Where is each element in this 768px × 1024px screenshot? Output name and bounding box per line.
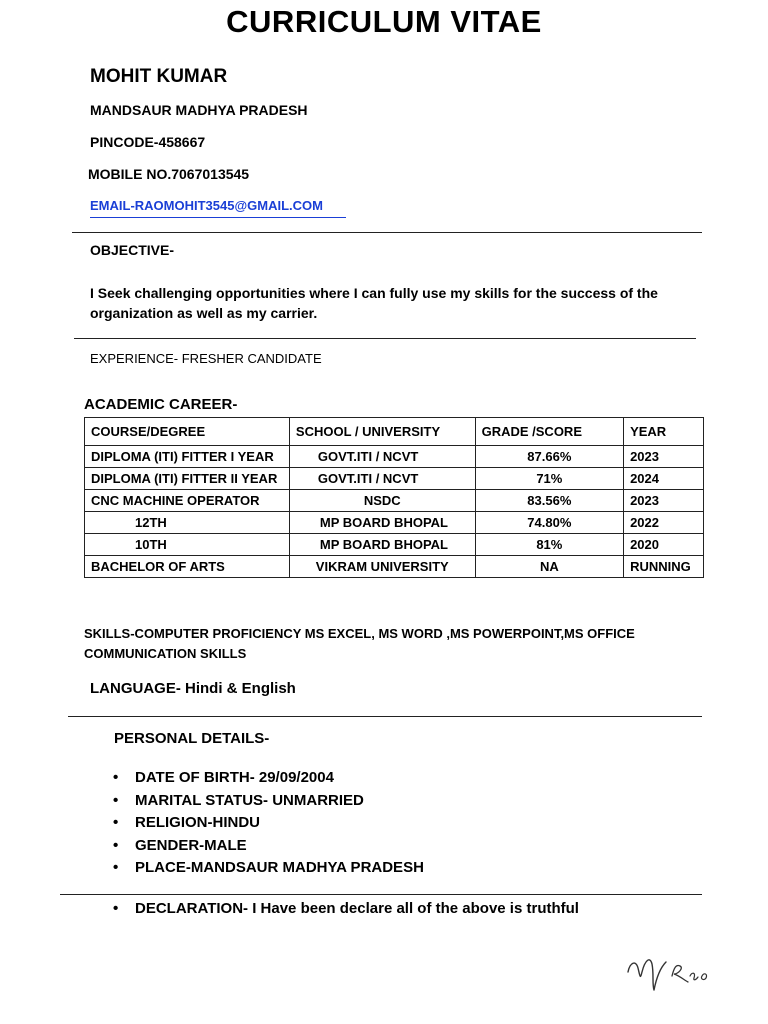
table-cell: DIPLOMA (ITI) FITTER I YEAR bbox=[85, 446, 290, 468]
personal-details-heading: PERSONAL DETAILS- bbox=[114, 730, 270, 747]
skills: SKILLS-COMPUTER PROFICIENCY MS EXCEL, MS WORD ,MS POWERPOINT,MS OFFICE COMMUNICATION SKILLS bbox=[84, 626, 635, 661]
table-cell: MP BOARD BHOPAL bbox=[289, 512, 475, 534]
page-title: CURRICULUM VITAE bbox=[226, 4, 542, 39]
table-cell: 2024 bbox=[624, 468, 704, 490]
table-cell: CNC MACHINE OPERATOR bbox=[85, 490, 290, 512]
table-header-cell: COURSE/DEGREE bbox=[85, 418, 290, 446]
list-item: • DATE OF BIRTH- 29/09/2004 bbox=[113, 769, 334, 786]
table-cell: 71% bbox=[475, 468, 623, 490]
divider bbox=[60, 894, 702, 895]
table-cell: 10TH bbox=[85, 534, 290, 556]
table-cell: GOVT.ITI / NCVT bbox=[289, 446, 475, 468]
email-link[interactable]: EMAIL-RAOMOHIT3545@GMAIL.COM bbox=[90, 198, 323, 213]
divider bbox=[68, 716, 702, 717]
table-cell: MP BOARD BHOPAL bbox=[289, 534, 475, 556]
divider bbox=[74, 338, 696, 339]
bullet-icon: • bbox=[113, 814, 119, 831]
table-cell: 2022 bbox=[624, 512, 704, 534]
email-underline bbox=[90, 217, 346, 218]
language: LANGUAGE- Hindi & English bbox=[90, 680, 296, 697]
table-row bbox=[85, 512, 704, 534]
bullet-icon: • bbox=[113, 791, 119, 809]
table-cell: 83.56% bbox=[475, 490, 623, 512]
declaration-list bbox=[113, 900, 579, 923]
table-row bbox=[85, 468, 704, 490]
academic-table bbox=[84, 417, 704, 578]
list-item: • RELIGION-HINDU bbox=[113, 814, 260, 831]
table-cell: RUNNING bbox=[624, 556, 704, 578]
personal-details-list bbox=[113, 769, 424, 882]
bullet-icon: • bbox=[113, 859, 119, 876]
bullet-icon: • bbox=[113, 769, 119, 786]
table-row bbox=[85, 490, 704, 512]
table-cell: 87.66% bbox=[475, 446, 623, 468]
list-item: • GENDER-MALE bbox=[113, 836, 247, 854]
table-header-cell: GRADE /SCORE bbox=[475, 418, 623, 446]
table-cell: NSDC bbox=[289, 490, 475, 512]
academic-heading: ACADEMIC CAREER- bbox=[84, 396, 238, 413]
list-item: • PLACE-MANDSAUR MADHYA PRADESH bbox=[113, 859, 424, 876]
table-row bbox=[85, 556, 704, 578]
table-cell: BACHELOR OF ARTS bbox=[85, 556, 290, 578]
table-cell: 2023 bbox=[624, 490, 704, 512]
table-header-row bbox=[85, 418, 704, 446]
objective-text: I Seek challenging opportunities where I can fully use my skills for the success of the organization as well as my carrier. bbox=[90, 285, 658, 321]
candidate-name: MOHIT KUMAR bbox=[90, 66, 228, 87]
table-row bbox=[85, 446, 704, 468]
objective-heading: OBJECTIVE- bbox=[90, 242, 175, 258]
table-cell: NA bbox=[475, 556, 623, 578]
table-row bbox=[85, 534, 704, 556]
signature bbox=[622, 950, 722, 996]
table-cell: VIKRAM UNIVERSITY bbox=[289, 556, 475, 578]
table-cell: DIPLOMA (ITI) FITTER II YEAR bbox=[85, 468, 290, 490]
table-cell: 2023 bbox=[624, 446, 704, 468]
table-cell: 74.80% bbox=[475, 512, 623, 534]
declaration: • DECLARATION- I Have been declare all of the above is truthful bbox=[113, 900, 579, 917]
table-header-cell: SCHOOL / UNIVERSITY bbox=[289, 418, 475, 446]
experience: EXPERIENCE- FRESHER CANDIDATE bbox=[90, 351, 322, 366]
table-cell: 12TH bbox=[85, 512, 290, 534]
mobile-number: MOBILE NO.7067013545 bbox=[88, 166, 250, 182]
address: MANDSAUR MADHYA PRADESH bbox=[90, 102, 308, 118]
table-header-cell: YEAR bbox=[624, 418, 704, 446]
pincode: PINCODE-458667 bbox=[90, 134, 206, 150]
table-cell: 81% bbox=[475, 534, 623, 556]
table-cell: 2020 bbox=[624, 534, 704, 556]
table-cell: GOVT.ITI / NCVT bbox=[289, 468, 475, 490]
divider bbox=[72, 232, 702, 233]
list-item: • MARITAL STATUS- UNMARRIED bbox=[113, 791, 364, 809]
bullet-icon: • bbox=[113, 836, 119, 854]
bullet-icon: • bbox=[113, 900, 119, 917]
